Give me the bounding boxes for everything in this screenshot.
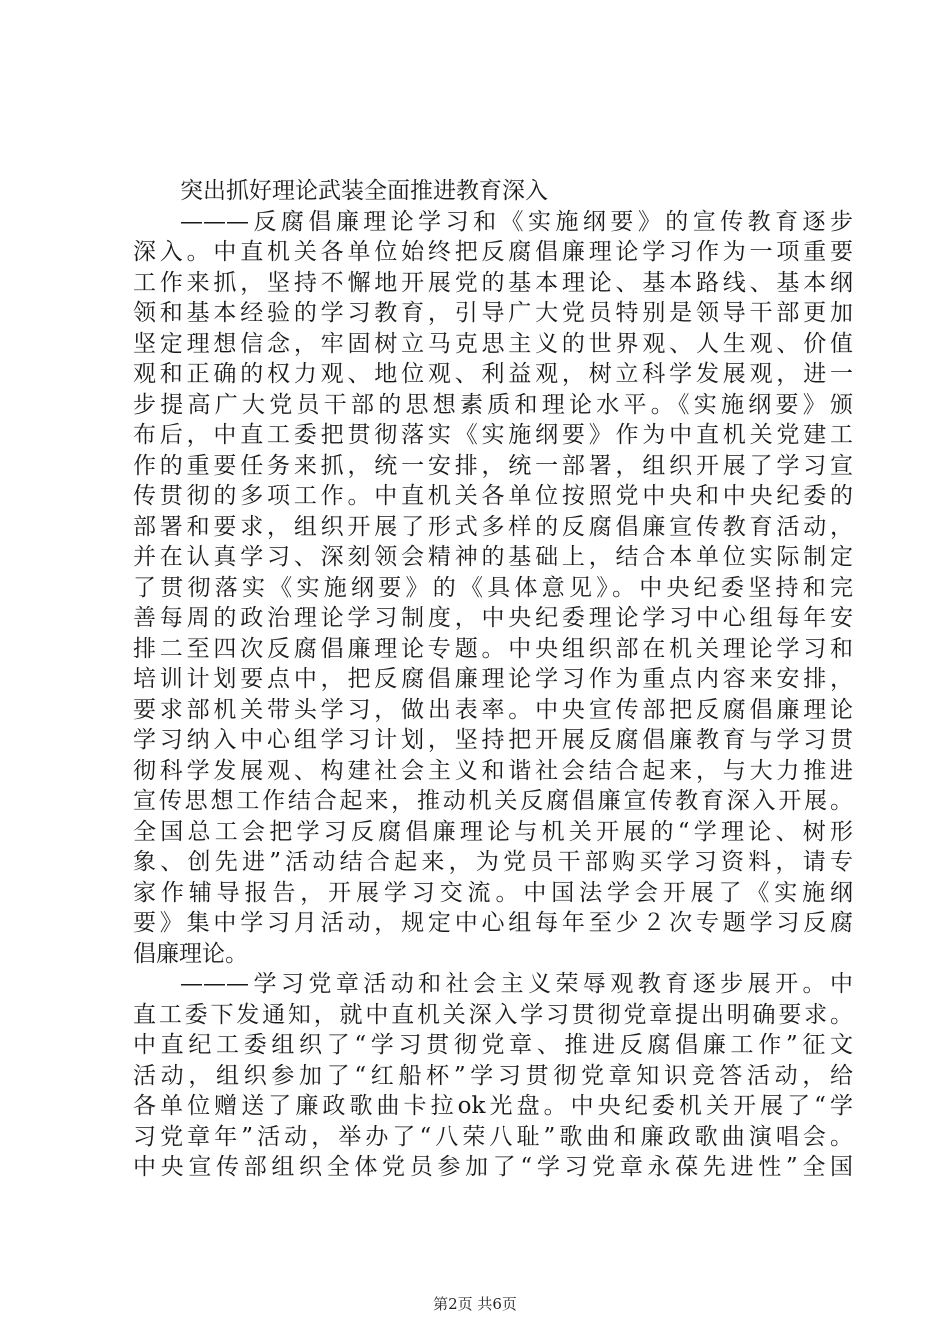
text-line: 坚定理想信念，牢固树立马克思主义的世界观、人生观、价值 (133, 330, 853, 357)
text-line: 中央宣传部组织全体党员参加了“学习党章永葆先进性”全国 (133, 1154, 853, 1180)
text-line: 倡廉理论。 (133, 940, 248, 967)
text-line: 培训计划要点中，把反腐倡廉理论学习作为重点内容来安排， (133, 666, 853, 692)
page-footer: 第2页 共6页 (433, 1295, 517, 1313)
text-line: 要》集中学习月活动，规定中心组每年至少２次专题学习反腐 (133, 910, 853, 936)
document-body (133, 176, 853, 1183)
text-line: 观和正确的权力观、地位观、利益观，树立科学发展观，进一 (133, 361, 853, 387)
text-line: 要求部机关带头学习，做出表率。中央宣传部把反腐倡廉理论 (133, 696, 853, 723)
text-line: 活动，组织参加了“红船杯”学习贯彻党章知识竞答活动，给 (133, 1062, 853, 1089)
text-line: 部署和要求，组织开展了形式多样的反腐倡廉宣传教育活动， (133, 513, 853, 540)
text-line: 宣传思想工作结合起来，推动机关反腐倡廉宣传教育深入开展。 (133, 788, 853, 814)
text-line: 家作辅导报告，开展学习交流。中国法学会开展了《实施纲 (133, 879, 853, 906)
text-line: 善每周的政治理论学习制度，中央纪委理论学习中心组每年安 (133, 605, 853, 631)
text-line: 并在认真学习、深刻领会精神的基础上，结合本单位实际制定 (133, 544, 853, 570)
text-line: 传贯彻的多项工作。中直机关各单位按照党中央和中央纪委的 (133, 483, 853, 509)
text-line: 突出抓好理论武装全面推进教育深入 (180, 178, 548, 204)
text-line: 领和基本经验的学习教育，引导广大党员特别是领导干部更加 (133, 300, 853, 326)
text-line: 习党章年”活动，举办了“八荣八耻”歌曲和廉政歌曲演唱会。 (133, 1123, 853, 1150)
text-line: 步提高广大党员干部的思想素质和理论水平。《实施纲要》颁 (133, 391, 853, 418)
text-line: 各单位赠送了廉政歌曲卡拉ok光盘。中央纪委机关开展了“学 (133, 1093, 853, 1119)
text-line: 全国总工会把学习反腐倡廉理论与机关开展的“学理论、树形 (133, 818, 853, 845)
text-line: ———学习党章活动和社会主义荣辱观教育逐步展开。中 (180, 971, 853, 997)
text-line: 作的重要任务来抓，统一安排，统一部署，组织开展了学习宣 (133, 452, 853, 479)
text-line: 中直纪工委组织了“学习贯彻党章、推进反腐倡廉工作”征文 (133, 1032, 853, 1058)
text-line: ———反腐倡廉理论学习和《实施纲要》的宣传教育逐步 (180, 208, 853, 235)
text-line: 深入。中直机关各单位始终把反腐倡廉理论学习作为一项重要 (133, 239, 853, 265)
text-line: 工作来抓，坚持不懈地开展党的基本理论、基本路线、基本纲 (133, 269, 853, 296)
text-line: 布后，中直工委把贯彻落实《实施纲要》作为中直机关党建工 (133, 422, 853, 448)
text-line: 了贯彻落实《实施纲要》的《具体意见》。中央纪委坚持和完 (133, 574, 853, 601)
text-line: 直工委下发通知，就中直机关深入学习贯彻党章提出明确要求。 (133, 1001, 853, 1028)
text-line: 学习纳入中心组学习计划，坚持把开展反腐倡廉教育与学习贯 (133, 727, 853, 753)
text-line: 象、创先进”活动结合起来，为党员干部购买学习资料，请专 (133, 849, 853, 875)
text-line: 排二至四次反腐倡廉理论专题。中央组织部在机关理论学习和 (133, 635, 853, 662)
text-line: 彻科学发展观、构建社会主义和谐社会结合起来，与大力推进 (133, 757, 853, 784)
